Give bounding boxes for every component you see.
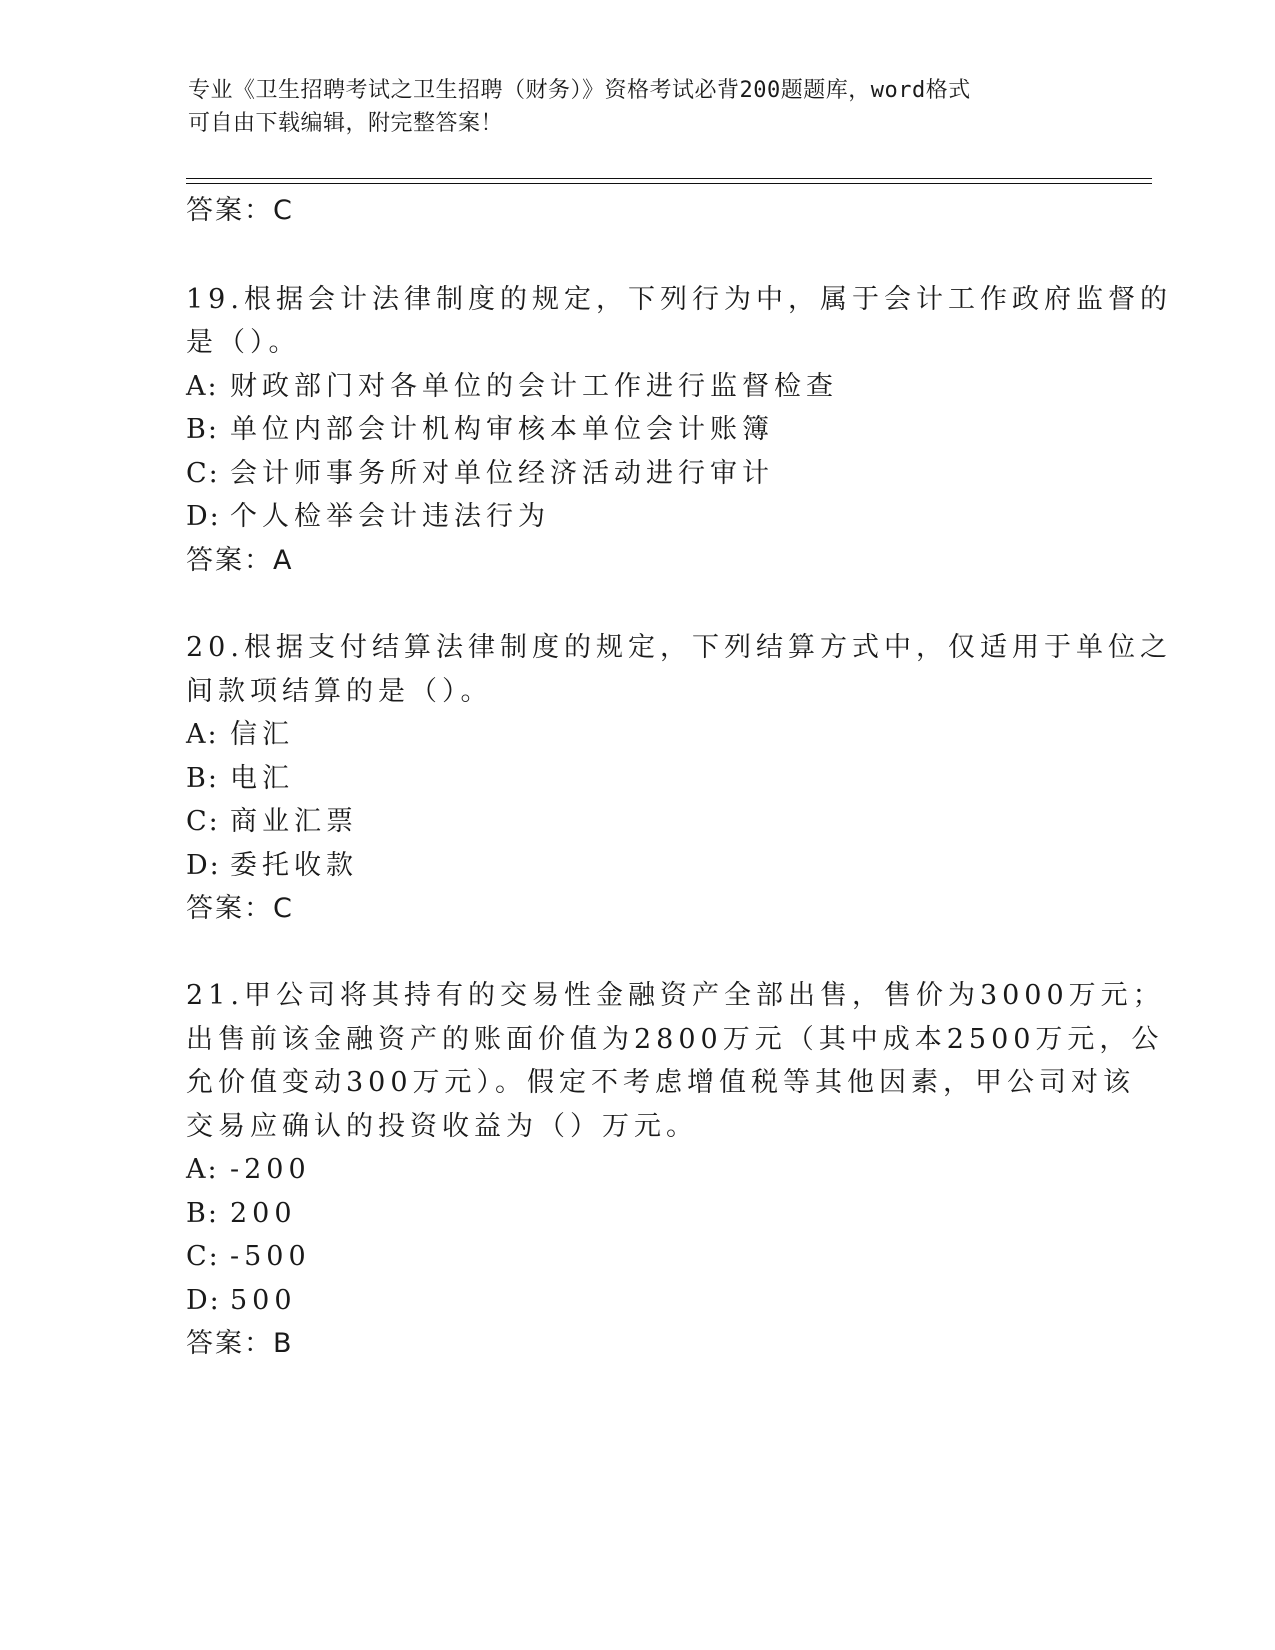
question-20-stem-line-2: 间款项结算的是（）。 xyxy=(186,676,493,707)
question-19-answer: 答案：A xyxy=(186,545,294,576)
question-21-answer: 答案：B xyxy=(186,1328,294,1359)
option-key: B: xyxy=(186,414,219,445)
question-20-option-d xyxy=(186,847,358,885)
option-key: C: xyxy=(186,806,220,837)
question-21-stem-line-4: 交易应确认的投资收益为（）万元。 xyxy=(186,1111,698,1142)
question-20-answer: 答案：C xyxy=(186,893,294,924)
question-20-option-a xyxy=(186,716,294,754)
option-text: -200 xyxy=(230,1154,311,1185)
question-20-stem-line-1: 20.根据支付结算法律制度的规定，下列结算方式中，仅适用于单位之 xyxy=(186,632,1172,663)
option-text: 500 xyxy=(230,1285,297,1316)
option-key: A: xyxy=(186,719,219,750)
option-key: A: xyxy=(186,1154,219,1185)
option-text: 财政部门对各单位的会计工作进行监督检查 xyxy=(230,371,838,402)
option-text: 会计师事务所对单位经济活动进行审计 xyxy=(230,458,774,489)
question-21-option-a xyxy=(186,1151,311,1189)
header-divider-top xyxy=(186,178,1152,179)
header-line-2: 可自由下载编辑，附完整答案！ xyxy=(188,111,504,136)
option-key: A: xyxy=(186,371,219,402)
option-key: D: xyxy=(186,1285,221,1316)
question-19-option-c xyxy=(186,455,774,493)
option-key: C: xyxy=(186,458,220,489)
question-21-option-b xyxy=(186,1195,297,1233)
header-divider-bottom xyxy=(186,183,1152,184)
option-text: 200 xyxy=(230,1198,297,1229)
option-text: -500 xyxy=(230,1241,311,1272)
question-20-option-b xyxy=(186,760,294,798)
question-19-option-b xyxy=(186,411,774,449)
question-19-stem-line-2: 是（）。 xyxy=(186,327,301,358)
question-19-option-a xyxy=(186,368,838,406)
document-header xyxy=(188,74,1088,140)
option-text: 委托收款 xyxy=(230,850,358,881)
previous-answer: 答案：C xyxy=(186,195,294,226)
option-text: 个人检举会计违法行为 xyxy=(230,501,550,532)
question-21-stem-line-2: 出售前该金融资产的账面价值为2800万元（其中成本2500万元，公 xyxy=(186,1024,1164,1055)
option-text: 信汇 xyxy=(230,719,294,750)
option-text: 商业汇票 xyxy=(230,806,358,837)
option-text: 单位内部会计机构审核本单位会计账簿 xyxy=(230,414,774,445)
question-19-stem-line-1: 19.根据会计法律制度的规定，下列行为中，属于会计工作政府监督的 xyxy=(186,284,1172,315)
question-19-option-d xyxy=(186,498,550,536)
option-text: 电汇 xyxy=(230,763,294,794)
question-21-option-d xyxy=(186,1282,297,1320)
question-21-option-c xyxy=(186,1238,311,1276)
header-line-1: 专业《卫生招聘考试之卫生招聘（财务）》资格考试必背200题题库，word格式 xyxy=(188,78,971,103)
question-21-stem-line-1: 21.甲公司将其持有的交易性金融资产全部出售，售价为3000万元； xyxy=(186,980,1165,1011)
question-20-option-c xyxy=(186,803,358,841)
option-key: D: xyxy=(186,850,221,881)
option-key: B: xyxy=(186,763,219,794)
option-key: D: xyxy=(186,501,221,532)
option-key: C: xyxy=(186,1241,220,1272)
question-21-stem-line-3: 允价值变动300万元）。假定不考虑增值税等其他因素，甲公司对该 xyxy=(186,1067,1136,1098)
option-key: B: xyxy=(186,1198,219,1229)
